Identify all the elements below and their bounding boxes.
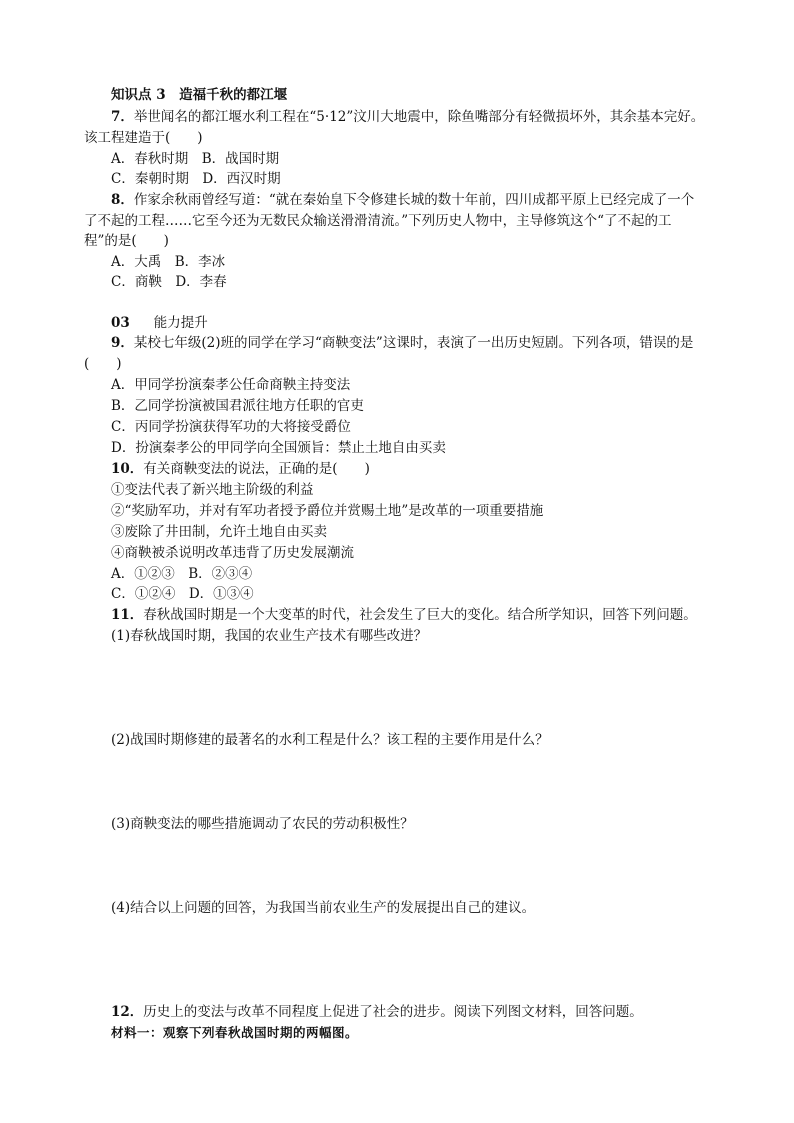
section-ability-title: 能力提升 [153,315,208,331]
question-11-sub-2: (2)战国时期修建的最著名的水利工程是什么？该工程的主要作用是什么？ [111,732,549,748]
section-ability-number: 03 [111,315,130,331]
question-8-options-cd: C．商鞅 D．李春 [111,274,227,290]
question-8-line-1 [111,191,694,209]
question-10-statement-2: ②“奖励军功，并对有军功者授予爵位并赏赐土地”是改革的一项重要措施 [111,503,544,519]
question-10-number: 10． [111,461,144,477]
question-11-line-1 [111,606,697,624]
question-9-number: 9． [111,335,134,351]
question-10-statement-4: ④商鞅被杀说明改革违背了历史发展潮流 [111,545,354,561]
question-10-options-ab: A．①②③ B．②③④ [111,566,253,582]
question-10-text: 有关商鞅变法的说法，正确的是( ) [143,461,370,477]
question-9-option-c: C．丙同学扮演获得军功的大将接受爵位 [111,419,351,435]
question-9-text: 某校七年级(2)班的同学在学习“商鞅变法”这课时，表演了一出历史短剧。下列各项，错误的是 [133,335,694,351]
question-10-line-1 [111,460,370,478]
question-7-options-cd: C．秦朝时期 D．西汉时期 [111,171,281,187]
question-11-sub-4: (4)结合以上问题的回答，为我国当前农业生产的发展提出自己的建议。 [111,900,536,916]
question-9-option-b: B．乙同学扮演被国君派往地方任职的官吏 [111,398,364,414]
question-8-line-2: 了不起的工程……它至今还为无数民众输送滑滑清流。”下列历史人物中，主导修筑这个“了不起的工 [84,213,672,229]
question-11-sub-1: (1)春秋战国时期，我国的农业生产技术有哪些改进？ [111,628,428,644]
question-7-line-2: 该工程建造于( ) [84,130,203,146]
question-10-options-cd: C．①②④ D．①③④ [111,586,254,602]
question-8-line-3: 程”的是( ) [84,233,169,249]
question-11-text: 春秋战国时期是一个大变革的时代，社会发生了巨大的变化。结合所学知识，回答下列问题。 [143,607,697,623]
section-ability-heading [111,314,208,332]
question-12-material-1: 材料一：观察下列春秋战国时期的两幅图。 [111,1025,359,1040]
question-8-number: 8． [111,192,134,208]
question-10-statement-3: ③废除了井田制，允许土地自由买卖 [111,524,327,540]
question-7-number: 7． [111,109,134,125]
question-9-option-a: A．甲同学扮演秦孝公任命商鞅主持变法 [111,377,351,393]
question-8-options-ab: A．大禹 B．李冰 [111,254,226,270]
question-9-line-1 [111,334,693,352]
question-12-text: 历史上的变法与改革不同程度上促进了社会的进步。阅读下列图文材料，回答问题。 [143,1004,643,1020]
question-11-sub-3: (3)商鞅变法的哪些措施调动了农民的劳动积极性？ [111,816,414,832]
question-7-line-1 [111,108,704,126]
question-12-number: 12． [111,1004,144,1020]
question-7-text: 举世闻名的都江堰水利工程在“5·12”汶川大地震中，除鱼嘴部分有轻微损坏外，其余基本完好。 [133,109,705,125]
question-8-text: 作家余秋雨曾经写道：“就在秦始皇下令修建长城的数十年前，四川成都平原上已经完成了一个 [133,192,695,208]
question-11-number: 11． [111,607,144,623]
question-12-line-1 [111,1003,643,1021]
question-7-options-ab: A．春秋时期 B．战国时期 [111,151,280,167]
section-heading-3: 知识点 3 造福千秋的都江堰 [111,87,288,103]
question-9-option-d: D．扮演秦孝公的甲同学向全国颁旨：禁止土地自由买卖 [111,440,446,456]
question-9-line-2: ( ) [84,356,122,372]
question-10-statement-1: ①变法代表了新兴地主阶级的利益 [111,482,314,498]
